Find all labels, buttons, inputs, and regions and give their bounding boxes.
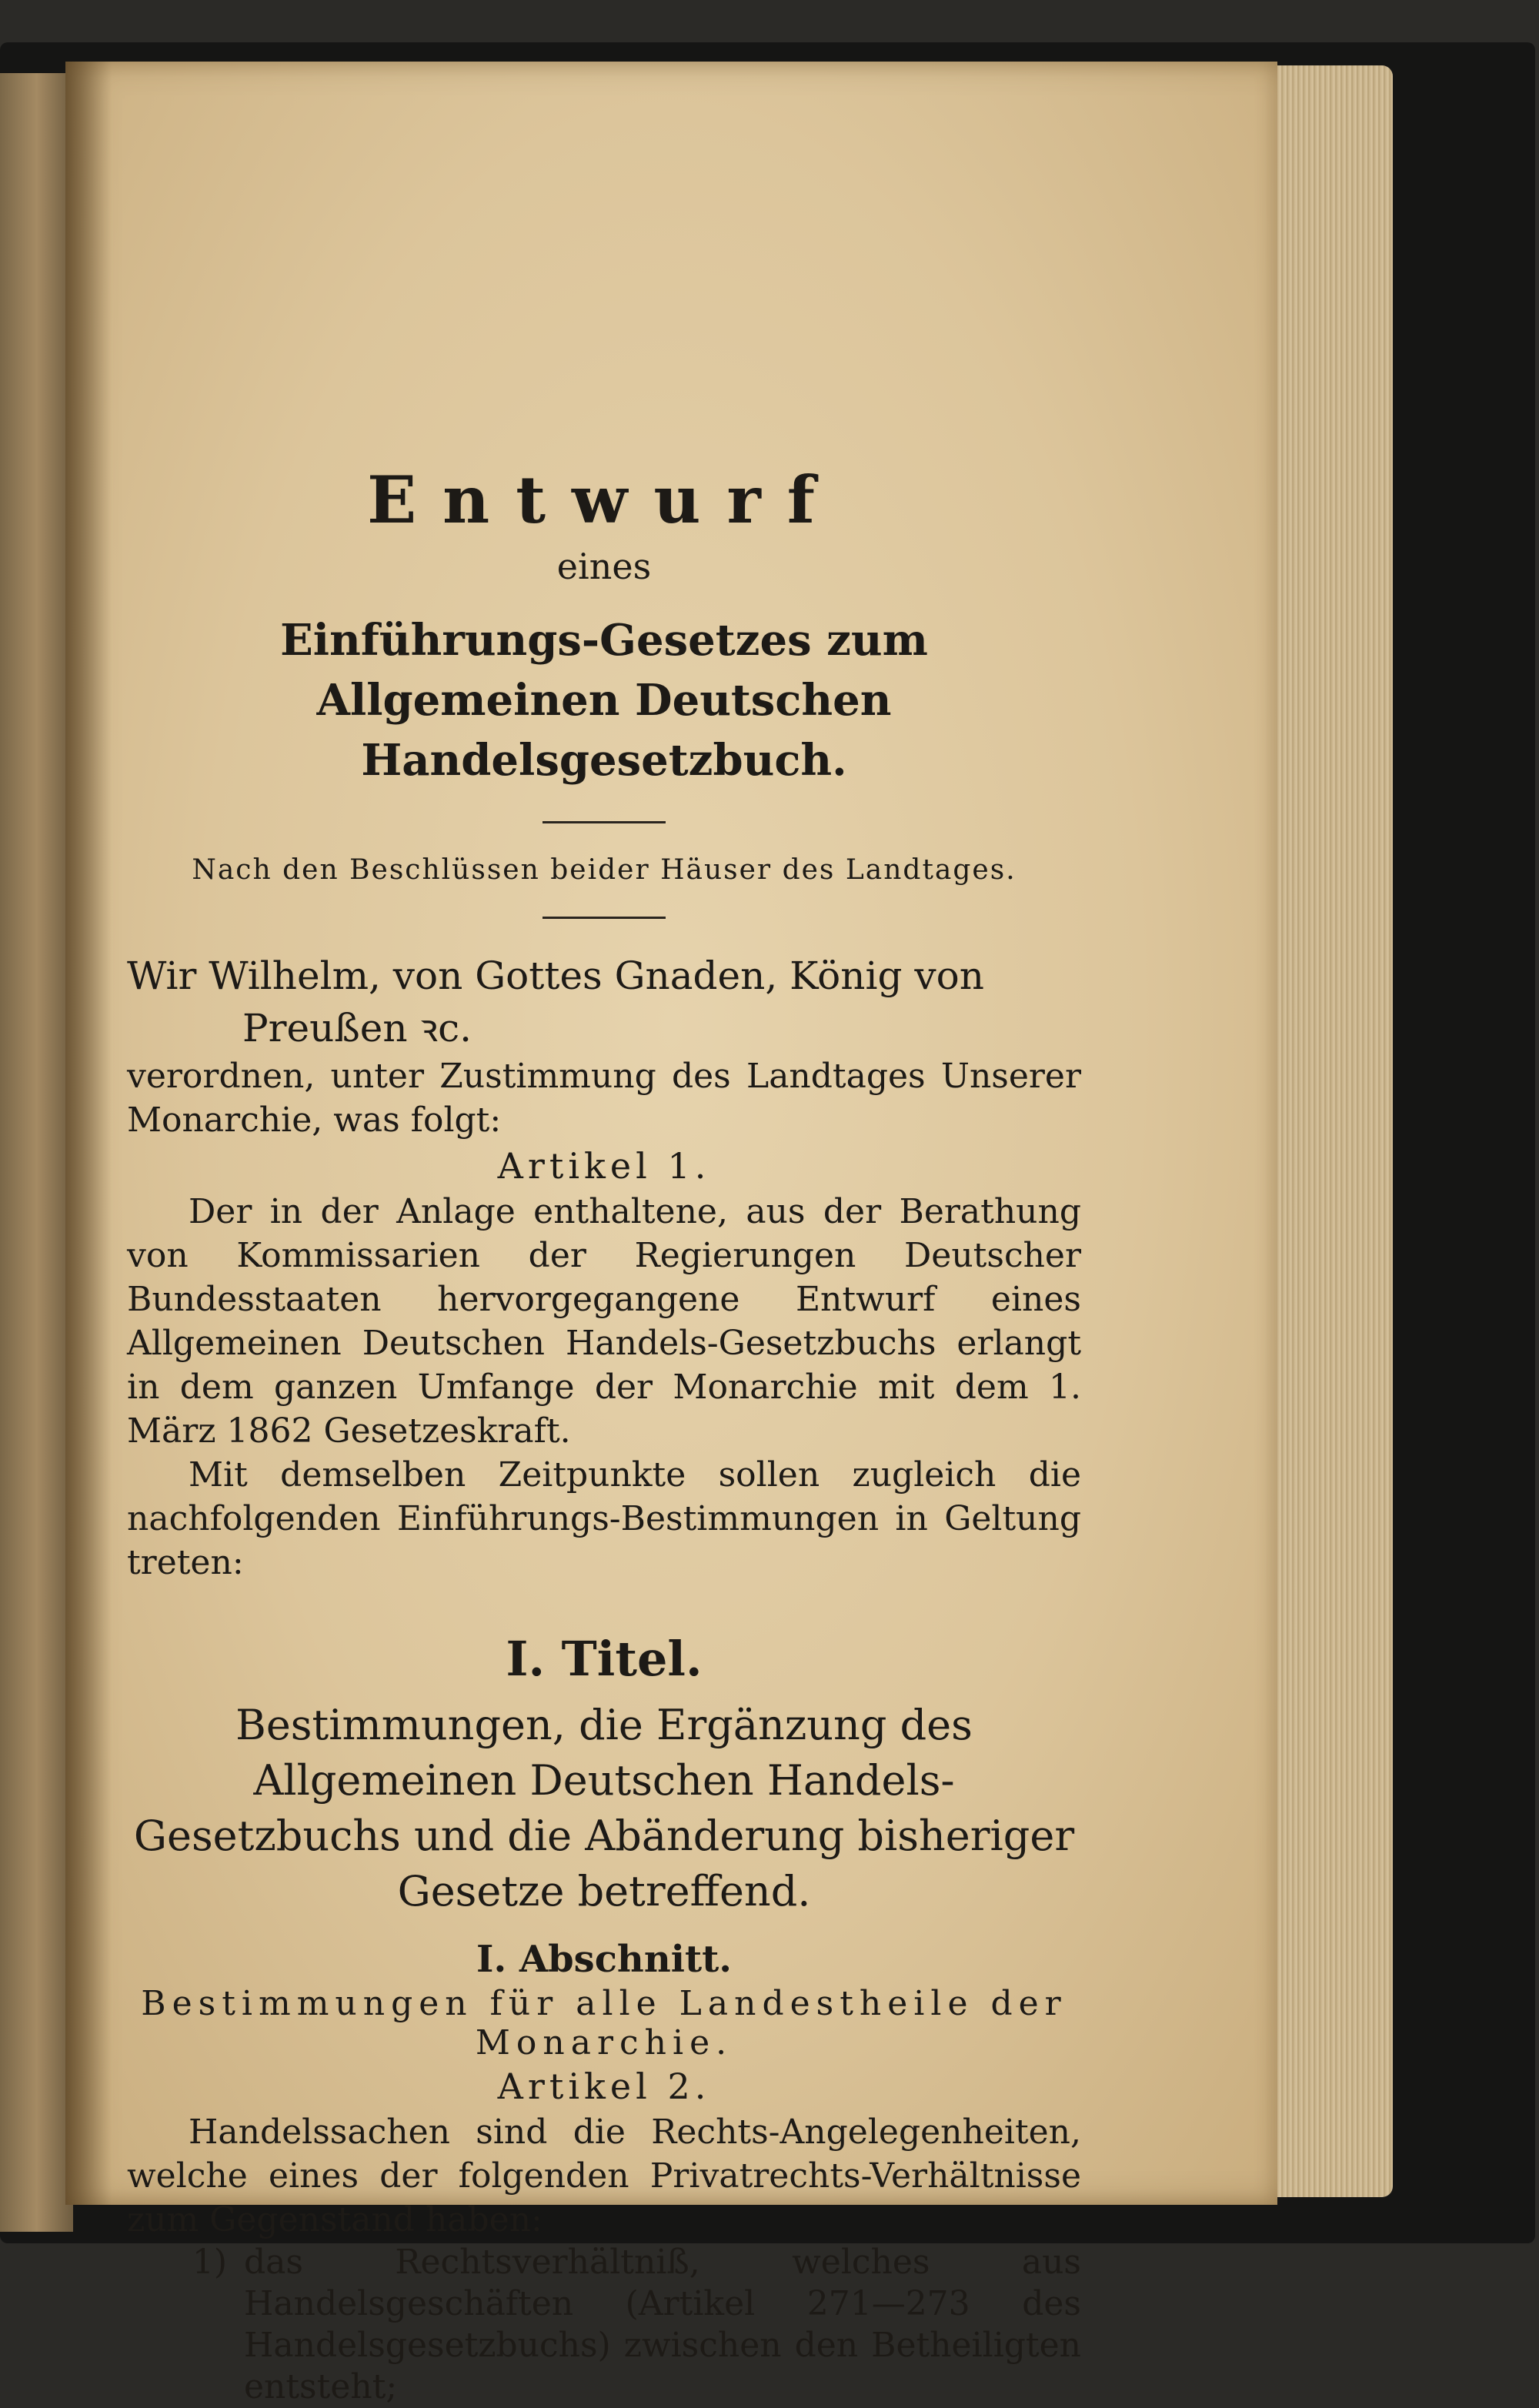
artikel-1-paragraph-1: Der in der Anlage enthaltene, aus der Berathung von Kommissarien der Regierungen Deutscher Bundesstaaten hervorgegangene Entwurf eines Allgemeinen Deutschen Handels-Gesetzbuchs erlangt in dem ganzen Umfange der Monarchie mit dem 1. März 1862 Gesetzeskraft. <box>127 1192 1081 1451</box>
proclamation-line-1: Wir Wilhelm, von Gottes Gnaden, König von <box>127 954 984 998</box>
list-item <box>127 2242 1081 2408</box>
list-item-text: das Rechtsverhältniß, welches aus Handelsgeschäften (Artikel 271—273 des Handelsgesetzbuchs) zwischen den Betheiligten entsteht; <box>244 2243 1081 2406</box>
resolution-note: Nach den Beschlüssen beider Häuser des Landtages. <box>192 854 1017 886</box>
document-title: Entwurf <box>367 462 841 538</box>
divider-rule <box>542 917 666 919</box>
page-edges <box>1262 65 1393 2197</box>
titel-heading: I. Titel. <box>506 1631 703 1687</box>
proclamation-line-2: Preußen ꝛc. <box>242 1006 472 1050</box>
subtitle-line-2: Handelsgesetzbuch. <box>361 735 847 786</box>
page-text <box>127 462 1081 2408</box>
subtitle-line-1: Einführungs-Gesetzes zum Allgemeinen Deutschen <box>280 615 928 726</box>
titel-body: Bestimmungen, die Ergänzung des Allgemeinen Deutschen Handels-Gesetzbuchs und die Abänderung bisheriger Gesetze betreffend. <box>133 1701 1075 1915</box>
artikel-1-paragraph-2: Mit demselben Zeitpunkte sollen zugleich die nachfolgenden Einführungs-Bestimmungen in Geltung treten: <box>127 1455 1081 1582</box>
artikel-1-heading: Artikel 1. <box>497 1145 711 1187</box>
gutter-shadow <box>65 62 112 2205</box>
verordnen-paragraph: verordnen, unter Zustimmung des Landtages Unserer Monarchie, was folgt: <box>127 1057 1081 1140</box>
title-eines: eines <box>556 546 652 587</box>
abschnitt-heading: I. Abschnitt. <box>476 1938 732 1981</box>
abschnitt-body: Bestimmungen für alle Landestheile der Monarchie. <box>141 1984 1067 2062</box>
list-item-number: 1) <box>192 2243 227 2282</box>
left-page-edge <box>0 73 73 2232</box>
artikel-2-paragraph-1: Handelssachen sind die Rechts-Angelegenheiten, welche eines der folgenden Privatrechts-Verhältnisse zum Gegenstand haben: <box>127 2112 1081 2239</box>
artikel-2-heading: Artikel 2. <box>497 2066 711 2107</box>
divider-rule <box>542 821 666 823</box>
